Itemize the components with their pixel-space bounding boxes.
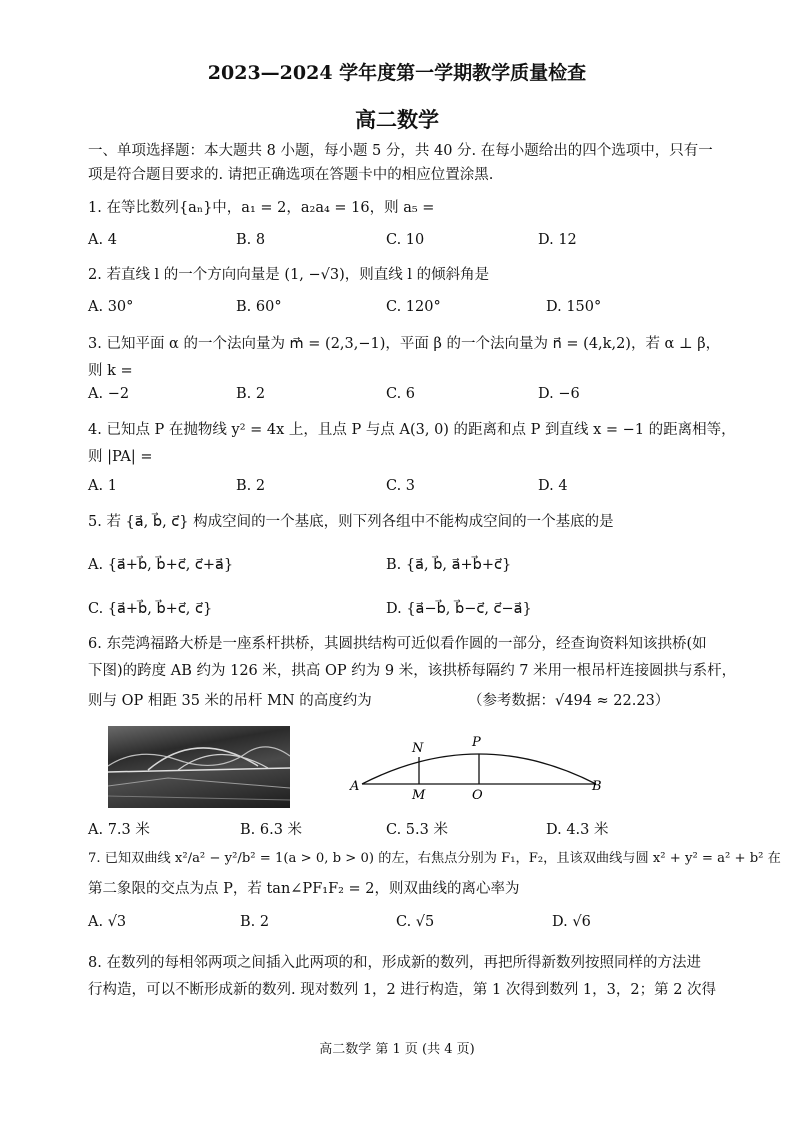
section-instructions-line2: 项是符合题目要求的. 请把正确选项在答题卡中的相应位置涂黑.: [88, 167, 494, 183]
question-8-line2: 行构造，可以不断形成新的数列. 现对数列 1，2 进行构造，第 1 次得到数列 1，3，2；第 2 次得: [88, 982, 717, 998]
arch-diagram: [344, 726, 614, 808]
question-7-line2: 第二象限的交点为点 P，若 tan∠PF₁F₂ = 2，则双曲线的离心率为: [88, 881, 520, 897]
question-7-line1: 7. 已知双曲线 x²/a² − y²/b² = 1(a > 0, b > 0) 的左，右焦点分别为 F₁，F₂，且该双曲线与圆 x² + y² = a² + b² 在: [88, 851, 781, 866]
question-2-option-d: D. 150°: [546, 299, 602, 315]
page-footer: 高二数学 第 1 页 (共 4 页): [319, 1042, 475, 1057]
question-3-option-a: A. −2: [88, 386, 130, 402]
question-5-option-d: D. {a⃗−b⃗, b⃗−c⃗, c⃗−a⃗}: [386, 601, 532, 617]
question-2-stem: 2. 若直线 l 的一个方向向量是 (1, −√3)，则直线 l 的倾斜角是: [88, 267, 490, 283]
question-2-option-b: B. 60°: [236, 299, 282, 315]
question-4-option-b: B. 2: [236, 478, 266, 494]
bridge-photo: [108, 726, 290, 808]
question-1-option-d: D. 12: [538, 232, 577, 248]
label-n: N: [412, 741, 424, 756]
question-4-stem-cont: 则 |PA| =: [88, 449, 153, 465]
question-5-stem: 5. 若 {a⃗, b⃗, c⃗} 构成空间的一个基底，则下列各组中不能构成空间的一个基底的是: [88, 514, 614, 530]
exam-title: 2023—2024 学年度第一学期教学质量检查: [207, 62, 587, 84]
question-4-option-c: C. 3: [386, 478, 416, 494]
label-m: M: [412, 788, 426, 803]
question-1-option-a: A. 4: [88, 232, 117, 248]
question-7-option-b: B. 2: [240, 914, 270, 930]
label-b: B: [592, 779, 602, 794]
question-6-option-b: B. 6.3 米: [240, 822, 303, 838]
question-3-stem-cont: 则 k =: [88, 363, 133, 379]
question-5-option-c: C. {a⃗+b⃗, b⃗+c⃗, c⃗}: [88, 601, 213, 617]
question-7-option-c: C. √5: [396, 914, 435, 930]
question-2-option-c: C. 120°: [386, 299, 441, 315]
question-6-option-a: A. 7.3 米: [88, 822, 150, 838]
question-6-option-c: C. 5.3 米: [386, 822, 448, 838]
question-2-option-a: A. 30°: [88, 299, 134, 315]
question-1-stem: 1. 在等比数列{aₙ}中，a₁ = 2，a₂a₄ = 16，则 a₅ =: [88, 200, 435, 216]
question-8-line1: 8. 在数列的每相邻两项之间插入此两项的和，形成新的数列，再把所得新数列按照同样的方法进: [88, 955, 701, 971]
question-7-option-d: D. √6: [552, 914, 591, 930]
question-6-line2: 下图)的跨度 AB 约为 126 米，拱高 OP 约为 9 米，该拱桥每隔约 7 米用一根吊杆连接圆拱与系杆，: [88, 663, 737, 679]
question-1-option-b: B. 8: [236, 232, 266, 248]
label-p: P: [472, 735, 481, 750]
question-5-option-a: A. {a⃗+b⃗, b⃗+c⃗, c⃗+a⃗}: [88, 557, 234, 573]
question-6-option-d: D. 4.3 米: [546, 822, 609, 838]
question-5-option-b: B. {a⃗, b⃗, a⃗+b⃗+c⃗}: [386, 557, 512, 573]
question-3-option-c: C. 6: [386, 386, 416, 402]
question-4-option-a: A. 1: [88, 478, 117, 494]
section-instructions-line1: 一、单项选择题：本大题共 8 小题，每小题 5 分，共 40 分. 在每小题给出的四个选项中，只有一: [88, 143, 713, 159]
question-6-reference-data: （参考数据：√494 ≈ 22.23）: [468, 693, 670, 709]
label-a: A: [350, 779, 360, 794]
question-3-option-d: D. −6: [538, 386, 580, 402]
question-1-option-c: C. 10: [386, 232, 425, 248]
question-4-option-d: D. 4: [538, 478, 568, 494]
question-6-line1: 6. 东莞鸿福路大桥是一座系杆拱桥，其圆拱结构可近似看作圆的一部分，经查询资料知该拱桥(如: [88, 636, 707, 652]
question-3-option-b: B. 2: [236, 386, 266, 402]
question-4-stem: 4. 已知点 P 在抛物线 y² = 4x 上，且点 P 与点 A(3, 0) 的距离和点 P 到直线 x = −1 的距离相等，: [88, 422, 736, 438]
question-6-line3: 则与 OP 相距 35 米的吊杆 MN 的高度约为: [88, 693, 372, 709]
exam-subtitle: 高二数学: [355, 107, 439, 132]
label-o: O: [472, 788, 483, 803]
question-3-stem: 3. 已知平面 α 的一个法向量为 m⃗ = (2,3,−1)，平面 β 的一个法向量为 n⃗ = (4,k,2)，若 α ⊥ β，: [88, 336, 721, 352]
question-7-option-a: A. √3: [88, 914, 127, 930]
